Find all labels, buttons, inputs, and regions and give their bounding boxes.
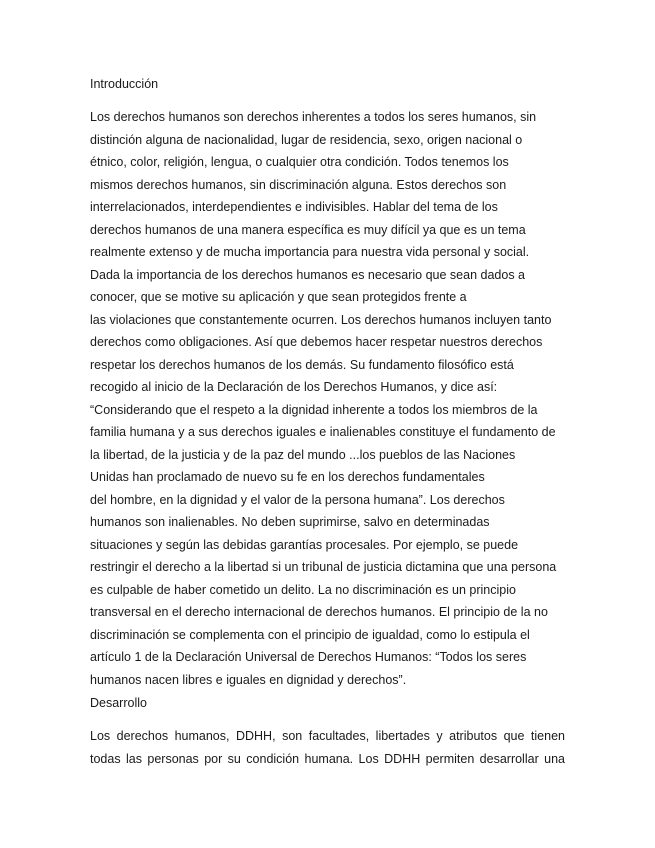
text-line: del hombre, en la dignidad y el valor de la persona humana”. Los derechos [90,492,505,507]
section-heading-introduccion: Introducción [90,77,159,91]
text-line: artículo 1 de la Declaración Universal de Derechos Humanos: “Todos los seres [90,650,527,664]
text-line: étnico, color, religión, lengua, o cualquier otra condición. Todos tenemos los [90,155,509,169]
text-line: la libertad, de la justicia y de la paz del mundo ...los pueblos de las Naciones [90,447,516,462]
text-line: “Considerando que el respeto a la dignidad inherente a todos los miembros de la [90,402,538,417]
paragraph-desarrollo [90,725,565,770]
text-line: transversal en el derecho internacional de derechos humanos. El principio de la no [90,605,548,619]
text-line: todas las personas por su condición humana. Los DDHH permiten desarrollar una [90,751,565,766]
text-line: mismos derechos humanos, sin discriminación alguna. Estos derechos son [90,177,507,192]
text-line: Los derechos humanos son derechos inherentes a todos los seres humanos, sin [90,110,537,124]
paragraph-introduccion [90,106,565,691]
text-line: familia humana y a sus derechos iguales e inalienables constituye el fundamento de [90,425,556,439]
text-line: Unidas han proclamado de nuevo su fe en los derechos fundamentales [90,470,485,484]
text-line: discriminación se complementa con el principio de igualdad, como lo estipula el [90,627,530,642]
text-line: conocer, que se motive su aplicación y que sean protegidos frente a [90,290,467,304]
text-line: humanos son inalienables. No deben suprimirse, salvo en determinadas [90,515,490,529]
section-heading-desarrollo: Desarrollo [90,696,147,710]
text-line: restringir el derecho a la libertad si un tribunal de justicia dictamina que una persona [90,560,557,574]
text-line: es culpable de haber cometido un delito. La no discriminación es un principio [90,582,516,597]
text-line: recogido al inicio de la Declaración de los Derechos Humanos, y dice así: [90,380,498,394]
text-line: Dada la importancia de los derechos humanos es necesario que sean dados a [90,267,525,282]
text-line: distinción alguna de nacionalidad, lugar de residencia, sexo, origen nacional o [90,132,523,147]
text-line: derechos humanos de una manera específica es muy difícil ya que es un tema [90,222,526,237]
text-line: situaciones y según las debidas garantías procesales. Por ejemplo, se puede [90,537,519,552]
text-line: realmente extenso y de mucha importancia para nuestra vida personal y social. [90,245,530,259]
text-line: respetar los derechos humanos de los demás. Su fundamento filosófico está [90,357,514,372]
text-line: humanos nacen libres e iguales en dignidad y derechos”. [90,672,407,687]
text-line: derechos como obligaciones. Así que debemos hacer respetar nuestros derechos [90,335,543,349]
text-line: interrelacionados, interdependientes e indivisibles. Hablar del tema de los [90,200,498,214]
text-line: Los derechos humanos, DDHH, son facultades, libertades y atributos que tienen [90,729,565,743]
text-line: las violaciones que constantemente ocurren. Los derechos humanos incluyen tanto [90,312,552,327]
